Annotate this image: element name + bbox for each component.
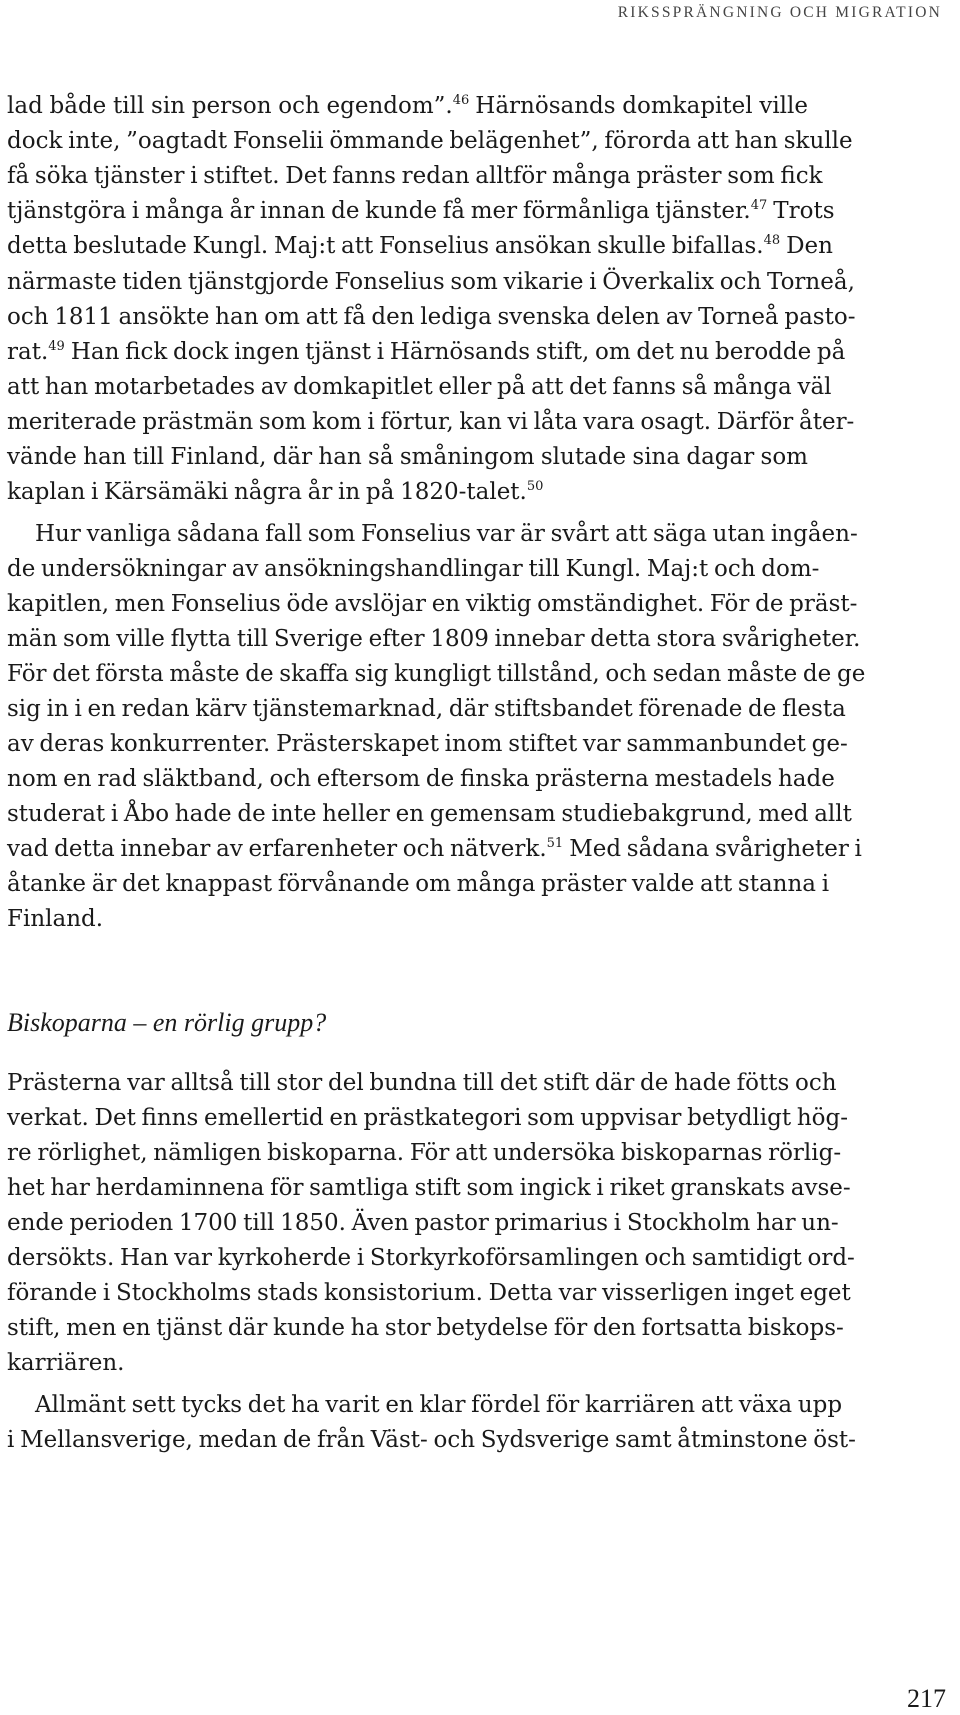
text-line-content: i Mellansverige, medan de från Väst- och Sydsverige samt åtminstone öst-	[7, 1427, 856, 1453]
text-line	[7, 367, 832, 407]
text-line	[7, 1420, 856, 1460]
text-line	[35, 1385, 843, 1425]
text-line	[7, 156, 823, 196]
text-line-content: de undersökningar av ansökningshandlingar till Kungl. Maj:t och dom-	[7, 556, 820, 582]
text-line-content: Prästerna var alltså till stor del bundna till det stift där de hade fötts och	[7, 1070, 837, 1096]
text-line-content: Allmänt sett tycks det ha varit en klar fördel för karriären att växa upp	[35, 1392, 843, 1418]
text-line	[7, 724, 848, 764]
section-heading: Biskoparna – en rörlig grupp?	[7, 1008, 327, 1037]
text-line	[7, 549, 820, 589]
text-line	[7, 1343, 808, 1383]
text-line-content: kaplan i Kärsämäki några år in på 1820-talet.	[7, 479, 527, 505]
text-line-content: ende perioden 1700 till 1850. Även pastor primarius i Stockholm har un-	[7, 1210, 839, 1236]
text-line-content: dersökts. Han var kyrkoherde i Storkyrkoförsamlingen och samtidigt ord-	[7, 1245, 855, 1271]
text-line	[7, 1238, 855, 1278]
text-line-content: nom en rad släktband, och eftersom de finska prästerna mestadels hade	[7, 766, 835, 792]
text-line-continuation: Trots	[773, 198, 835, 224]
text-line-continuation: Härnösands domkapitel ville	[475, 93, 808, 119]
text-line-content: verkat. Det finns emellertid en prästkategori som uppvisar betydligt hög-	[7, 1105, 848, 1131]
footnote-marker: 46	[452, 93, 470, 108]
text-line-content: och 1811 ansökte han om att få den lediga svenska delen av Torneå pasto-	[7, 304, 856, 330]
text-line-content: lad både till sin person och egendom”.	[7, 93, 453, 119]
footnote-marker: 49	[48, 339, 65, 354]
text-line	[7, 86, 808, 126]
text-line	[7, 899, 808, 939]
text-line	[7, 1133, 842, 1173]
text-line	[7, 297, 856, 337]
text-line	[7, 794, 852, 834]
text-line	[7, 654, 866, 694]
page-number: 217	[907, 1684, 946, 1713]
text-line-content: stift, men en tjänst där kunde ha stor betydelse för den fortsatta biskops-	[7, 1315, 844, 1341]
footnote-marker: 48	[763, 233, 781, 248]
running-head: RIKSSPRÄNGNING OCH MIGRATION	[617, 4, 942, 21]
text-line-content: åtanke är det knappast förvånande om många präster valde att stanna i	[7, 871, 830, 897]
text-line-content: studerat i Åbo hade de inte heller en gemensam studiebakgrund, med allt	[7, 801, 852, 827]
text-line-content: närmaste tiden tjänstgjorde Fonselius som vikarie i Överkalix och Torneå,	[7, 269, 855, 295]
text-line-content: För det första måste de skaffa sig kungligt tillstånd, och sedan måste de ge	[7, 661, 866, 687]
text-line-content: förande i Stockholms stads konsistorium. Detta var visserligen inget eget	[7, 1280, 851, 1306]
text-line-content: vände han till Finland, där han så småningom slutade sina dagar som	[7, 444, 808, 470]
text-line	[7, 262, 855, 302]
text-line-content: re rörlighet, nämligen biskoparna. För att undersöka biskoparnas rörlig-	[7, 1140, 842, 1166]
text-line	[7, 1273, 851, 1313]
text-line	[7, 759, 835, 799]
text-line	[7, 226, 833, 266]
text-line-content: Finland.	[7, 906, 104, 932]
text-line	[7, 864, 830, 904]
text-line-content: av deras konkurrenter. Prästerskapet inom stiftet var sammanbundet ge-	[7, 731, 848, 757]
text-line-content: tjänstgöra i många år innan de kunde få mer förmånliga tjänster.	[7, 198, 751, 224]
text-line	[7, 1063, 837, 1103]
text-line	[7, 1308, 844, 1348]
text-line-content: rat.	[7, 339, 49, 365]
text-line	[7, 332, 846, 372]
footnote-marker: 47	[750, 198, 768, 213]
text-line-content: het har herdaminnena för samtliga stift som ingick i riket granskats avse-	[7, 1175, 851, 1201]
text-line	[7, 584, 858, 624]
text-line-content: Hur vanliga sådana fall som Fonselius var är svårt att säga utan ingåen-	[35, 521, 858, 547]
text-line-content: att han motarbetades av domkapitlet eller på att det fanns så många väl	[7, 374, 832, 400]
text-line-content: män som ville flytta till Sverige efter 1809 innebar detta stora svårigheter.	[7, 626, 861, 652]
text-line	[7, 191, 835, 231]
text-line-content: dock inte, ”oagtadt Fonselii ömmande belägenhet”, förorda att han skulle	[7, 128, 853, 154]
text-line	[7, 1203, 839, 1243]
text-line	[7, 1168, 851, 1208]
text-line-continuation: Den	[786, 233, 833, 259]
text-line	[7, 829, 862, 869]
footnote-marker: 50	[526, 479, 544, 494]
text-line-content: kapitlen, men Fonselius öde avslöjar en viktig omständighet. För de präst-	[7, 591, 858, 617]
text-line	[7, 437, 808, 477]
text-line	[7, 121, 853, 161]
text-line-content: sig in i en redan kärv tjänstemarknad, där stiftsbandet förenade de flesta	[7, 696, 846, 722]
text-line-content: detta beslutade Kungl. Maj:t att Fonselius ansökan skulle bifallas.	[7, 233, 764, 259]
text-line	[7, 689, 846, 729]
text-line	[7, 472, 808, 512]
text-line	[35, 514, 858, 554]
text-line-content: meriterade prästmän som kom i förtur, kan vi låta vara osagt. Därför åter-	[7, 409, 855, 435]
text-line	[7, 402, 855, 442]
text-line	[7, 619, 861, 659]
text-line-continuation: Med sådana svårigheter i	[569, 836, 862, 862]
footnote-marker: 51	[546, 836, 564, 851]
text-line-content: få söka tjänster i stiftet. Det fanns redan alltför många präster som fick	[7, 163, 823, 189]
text-line	[7, 1098, 848, 1138]
text-line-continuation: Han fick dock ingen tjänst i Härnösands stift, om det nu berodde på	[70, 339, 846, 365]
text-line-content: vad detta innebar av erfarenheter och nätverk.	[7, 836, 547, 862]
text-line-content: karriären.	[7, 1350, 125, 1376]
